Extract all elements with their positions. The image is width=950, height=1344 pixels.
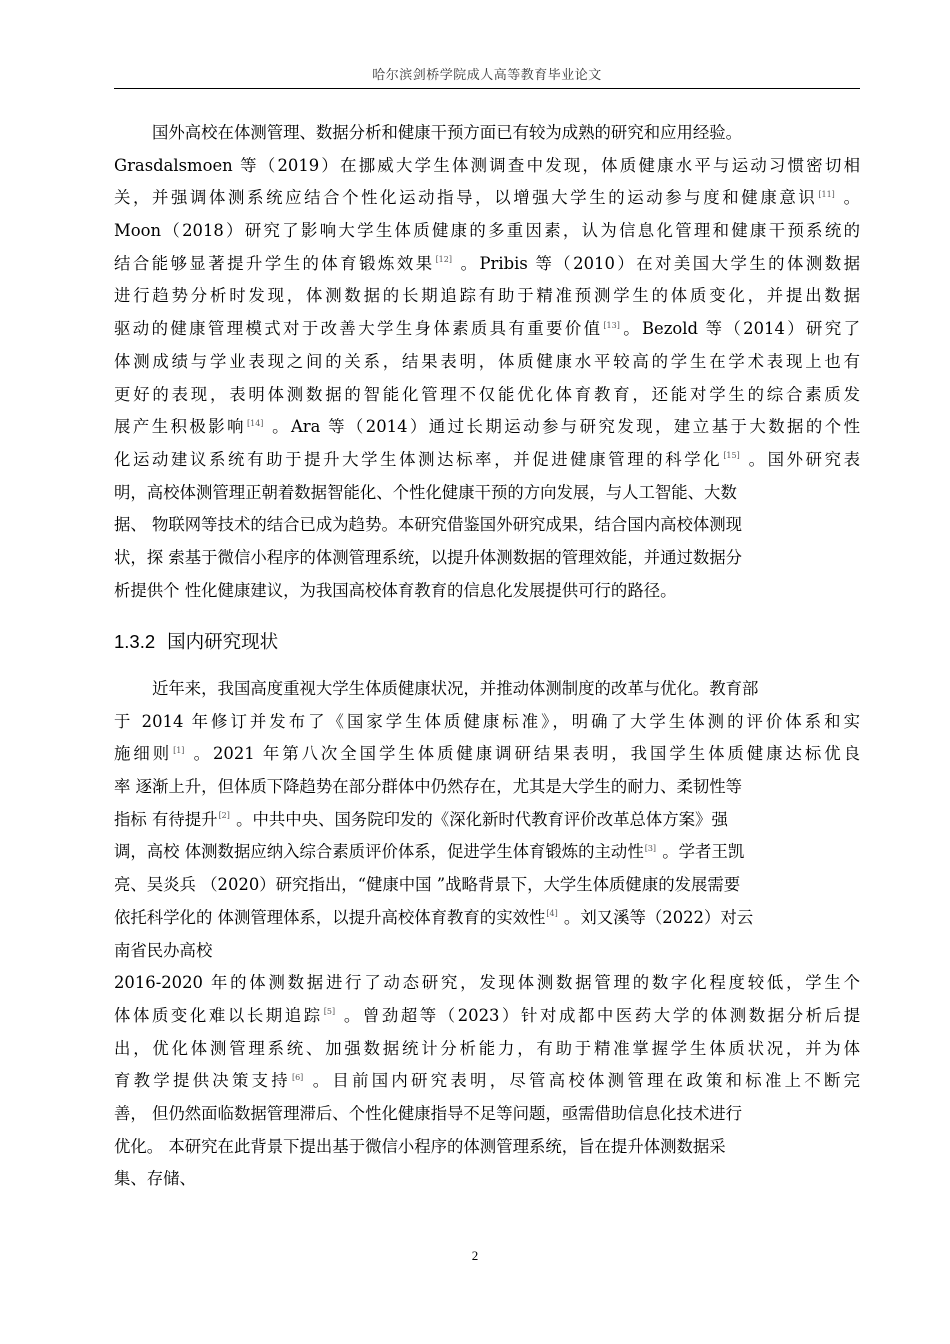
line-text: Grasdalsmoen 等（2019）在挪威大学生体测调查中发现，体质健康水平与运动习惯密切相 [114,155,860,175]
text-line [114,182,860,215]
text-line [114,804,860,837]
line-text: 关，并强调体测系统应结合个性化运动指导，以增强大学生的运动参与度和健康意识 [114,188,818,208]
text-line [114,738,860,771]
line-text: 结合能够显著提升学生的体育锻炼效果 [114,253,435,273]
text-line [114,673,860,706]
line-text: 率 逐渐上升，但体质下降趋势在部分群体中仍然存在，尤其是大学生的耐力、柔韧性等 [114,777,743,797]
paragraph-foreign-research [114,117,860,607]
text-line [114,280,860,313]
line-text: 施细则 [114,744,173,764]
page-number: 2 [471,1248,479,1263]
text-line [114,215,860,248]
line-text-continued: 。Bezold 等（2014）研究了 [620,319,861,339]
text-line [114,542,860,575]
text-line [114,150,860,183]
line-text-continued: 。中共中央、国务院印发的《深化新时代教育评价改革总体方案》强 [230,809,728,829]
line-text: 展产生积极影响 [114,417,246,437]
text-line [114,313,860,346]
line-text: 依托科学化的 体测管理体系，以提升高校体育教育的实效性 [114,907,546,927]
line-text: 进行趋势分析时发现，体测数据的长期追踪有助于精准预测学生的体质变化，并提出数据 [114,286,860,306]
citation-superscript: [15] [723,451,740,461]
citation-superscript: [3] [644,843,657,853]
citation-superscript: [12] [435,255,452,265]
paragraph-domestic-research [114,673,860,1196]
text-line [114,509,860,542]
line-text-continued: 。 [835,188,861,208]
line-text: 明，高校体测管理正朝着数据智能化、个性化健康干预的方向发展，与人工智能、大数 [114,482,737,502]
text-line [114,411,860,444]
section-number: 1.3.2 [114,631,156,652]
running-header: 哈尔滨剑桥学院成人高等教育毕业论文 [372,68,602,83]
text-line [114,935,860,968]
text-line [114,902,860,935]
citation-superscript: [2] [218,811,230,821]
text-line [114,836,860,869]
line-text: 驱动的健康管理模式对于改善大学生身体素质具有重要价值 [114,319,603,339]
text-line [114,575,860,608]
citation-superscript: [1] [173,745,185,755]
line-text-continued: 。目前国内研究表明，尽管高校体测管理在政策和标准上不断完 [304,1071,860,1091]
line-text-continued: 。国外研究表 [740,449,861,469]
line-text-continued: 。Pribis 等（2010）在对美国大学生的体测数据 [452,253,860,273]
text-line [114,1131,860,1164]
line-text-continued: 。学者王凯 [657,842,745,862]
line-text-continued: 。刘又溪等（2022）对云 [558,907,754,927]
line-text: 调，高校 体测数据应纳入综合素质评价体系，促进学生体育锻炼的主动性 [114,842,644,862]
citation-superscript: [5] [323,1007,336,1017]
text-line [114,1163,860,1196]
citation-superscript: [11] [818,189,835,199]
text-line [114,379,860,412]
line-text: 国外高校在体测管理、数据分析和健康干预方面已有较为成熟的研究和应用经验。 [152,123,743,142]
line-text: 育教学提供决策支持 [114,1071,291,1091]
line-text: 体体质变化难以长期追踪 [114,1005,323,1025]
text-line [114,1065,860,1098]
line-text: 亮、吴炎兵 （2020）研究指出，“健康中国 ”战略背景下，大学生体质健康的发展需要 [114,875,741,895]
citation-superscript: [13] [603,320,620,330]
line-text: 据、 物联网等技术的结合已成为趋势。本研究借鉴国外研究成果，结合国内高校体测现 [114,515,743,535]
text-line [114,1033,860,1066]
text-line [114,346,860,379]
header-rule [114,88,860,89]
line-text: 出，优化体测管理系统、加强数据统计分析能力，有助于精准掌握学生体质状况，并为体 [114,1038,860,1058]
text-line [114,771,860,804]
section-title: 国内研究现状 [167,632,279,653]
line-text: 更好的表现，表明体测数据的智能化管理不仅能优化体育教育，还能对学生的综合素质发 [114,384,860,404]
line-text: 状，探 索基于微信小程序的体测管理系统，以提升体测数据的管理效能，并通过数据分 [114,547,743,567]
section-heading [114,625,278,659]
line-text: 南省民办高校 [114,940,213,960]
line-text-continued: 。Ara 等（2014）通过长期运动参与研究发现，建立基于大数据的个性 [264,417,861,437]
text-line [114,477,860,510]
line-text: Moon（2018）研究了影响大学生体质健康的多重因素，认为信息化管理和健康干预系统的 [114,221,860,241]
line-text: 析提供个 性化健康建议，为我国高校体育教育的信息化发展提供可行的路径。 [114,580,677,600]
line-text-continued: 。2021 年第八次全国学生体质健康调研结果表明，我国学生体质健康达标优良 [185,744,860,764]
citation-superscript: [6] [291,1072,304,1082]
line-text: 近年来，我国高度重视大学生体质健康状况，并推动体测制度的改革与优化。教育部 [152,679,759,698]
line-text-continued: 。曾劲超等（2023）针对成都中医药大学的体测数据分析后提 [336,1005,861,1025]
line-text: 体测成绩与学业表现之间的关系，结果表明，体质健康水平较高的学生在学术表现上也有 [114,351,860,371]
line-text: 善， 但仍然面临数据管理滞后、个性化健康指导不足等问题，亟需借助信息化技术进行 [114,1103,743,1123]
line-text: 指标 有待提升 [114,809,218,829]
line-text: 集、存储、 [114,1169,196,1189]
text-line [114,248,860,281]
citation-superscript: [14] [247,418,264,428]
text-line [114,117,860,150]
line-text: 于 2014 年修订并发布了《国家学生体质健康标准》，明确了大学生体测的评价体系和实 [114,711,860,731]
text-line [114,1098,860,1131]
text-line [114,869,860,902]
line-text: 2016-2020 年的体测数据进行了动态研究，发现体测数据管理的数字化程度较低，学生个 [114,973,860,993]
line-text: 化运动建议系统有助于提升大学生体测达标率，并促进健康管理的科学化 [114,449,723,469]
text-line [114,444,860,477]
text-line [114,967,860,1000]
citation-superscript: [4] [546,909,558,919]
text-line [114,1000,860,1033]
line-text: 优化。 本研究在此背景下提出基于微信小程序的体测管理系统，旨在提升体测数据采 [114,1136,726,1156]
text-line [114,706,860,739]
